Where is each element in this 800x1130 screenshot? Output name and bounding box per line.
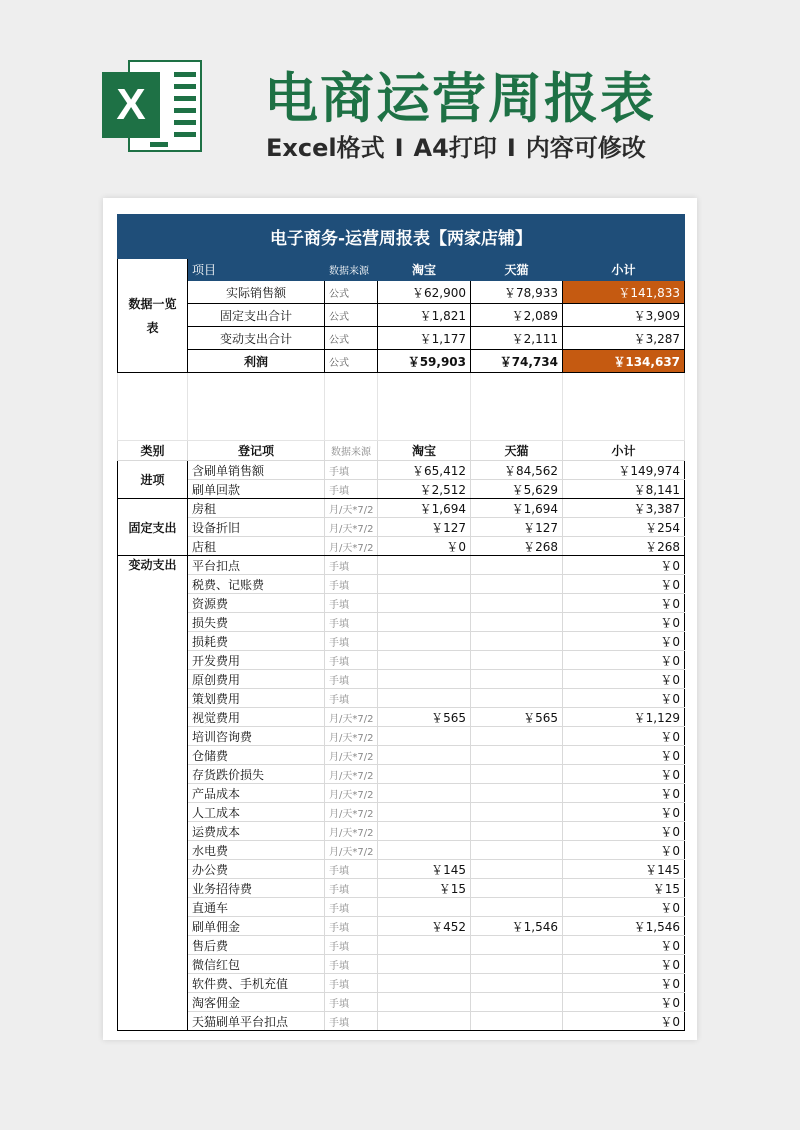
detail-subtotal: ￥0 [563, 841, 685, 860]
detail-subtotal: ￥0 [563, 974, 685, 993]
summary-subtotal: ￥134,637 [563, 350, 685, 373]
detail-subtotal: ￥0 [563, 594, 685, 613]
detail-subtotal: ￥0 [563, 936, 685, 955]
detail-item: 视觉费用 [188, 708, 325, 727]
detail-item: 业务招待费 [188, 879, 325, 898]
detail-source: 月/天*7/2 [325, 708, 378, 727]
detail-tmall [471, 632, 563, 651]
summary-category: 数据一览表 [118, 259, 188, 373]
detail-tmall: ￥1,694 [471, 499, 563, 518]
summary-tmall: ￥74,734 [471, 350, 563, 373]
detail-item: 淘客佣金 [188, 993, 325, 1012]
detail-taobao [378, 670, 471, 689]
detail-item: 水电费 [188, 841, 325, 860]
banner-features [266, 128, 646, 163]
detail-taobao [378, 556, 471, 575]
detail-tmall: ￥127 [471, 518, 563, 537]
detail-row [118, 765, 685, 784]
empty-cell [378, 373, 471, 441]
detail-subtotal: ￥254 [563, 518, 685, 537]
detail-source: 手填 [325, 670, 378, 689]
detail-tmall [471, 993, 563, 1012]
summary-taobao: ￥62,900 [378, 281, 471, 304]
summary-header-row [118, 259, 685, 281]
detail-row [118, 898, 685, 917]
detail-item: 资源费 [188, 594, 325, 613]
summary-taobao: ￥1,821 [378, 304, 471, 327]
detail-subtotal: ￥15 [563, 879, 685, 898]
detail-source: 月/天*7/2 [325, 746, 378, 765]
detail-source: 手填 [325, 651, 378, 670]
detail-taobao: ￥127 [378, 518, 471, 537]
detail-subtotal: ￥145 [563, 860, 685, 879]
detail-row [118, 480, 685, 499]
empty-cell [118, 373, 188, 441]
detail-source: 月/天*7/2 [325, 765, 378, 784]
detail-subtotal: ￥0 [563, 575, 685, 594]
excel-logo [102, 60, 202, 152]
banner-title: 电商运营周报表 [264, 67, 656, 130]
summary-subtotal: ￥3,287 [563, 327, 685, 350]
detail-source: 手填 [325, 689, 378, 708]
detail-item: 培训咨询费 [188, 727, 325, 746]
detail-item: 软件费、手机充值 [188, 974, 325, 993]
detail-subtotal: ￥3,387 [563, 499, 685, 518]
feature-separator: I [506, 134, 516, 162]
detail-group-name: 变动支出 [118, 556, 188, 1031]
detail-subtotal: ￥0 [563, 727, 685, 746]
detail-source: 月/天*7/2 [325, 499, 378, 518]
detail-row [118, 1012, 685, 1031]
detail-tmall: ￥5,629 [471, 480, 563, 499]
summary-tmall: ￥2,111 [471, 327, 563, 350]
detail-row [118, 727, 685, 746]
detail-header-tmall: 天猫 [471, 441, 563, 461]
detail-row [118, 613, 685, 632]
detail-tmall [471, 974, 563, 993]
detail-row [118, 708, 685, 727]
detail-tmall [471, 651, 563, 670]
detail-item: 产品成本 [188, 784, 325, 803]
detail-tmall [471, 689, 563, 708]
detail-source: 手填 [325, 613, 378, 632]
detail-subtotal: ￥0 [563, 784, 685, 803]
detail-source: 手填 [325, 860, 378, 879]
detail-row [118, 556, 685, 575]
summary-row [118, 304, 685, 327]
empty-cell [563, 373, 685, 441]
summary-row [118, 281, 685, 304]
detail-item: 售后费 [188, 936, 325, 955]
detail-tmall [471, 575, 563, 594]
detail-source: 月/天*7/2 [325, 784, 378, 803]
detail-row [118, 670, 685, 689]
detail-row [118, 974, 685, 993]
summary-subtotal: ￥3,909 [563, 304, 685, 327]
detail-taobao: ￥145 [378, 860, 471, 879]
detail-item: 微信红包 [188, 955, 325, 974]
summary-item: 固定支出合计 [188, 304, 325, 327]
detail-taobao [378, 955, 471, 974]
detail-row [118, 746, 685, 765]
detail-item: 房租 [188, 499, 325, 518]
detail-item: 原创费用 [188, 670, 325, 689]
detail-item: 损失费 [188, 613, 325, 632]
detail-taobao [378, 575, 471, 594]
detail-row [118, 841, 685, 860]
detail-source: 手填 [325, 632, 378, 651]
detail-source: 手填 [325, 461, 378, 480]
detail-group-name: 固定支出 [118, 499, 188, 556]
weekly-report-table [117, 214, 685, 1031]
detail-item: 仓储费 [188, 746, 325, 765]
detail-subtotal: ￥0 [563, 765, 685, 784]
detail-tmall [471, 556, 563, 575]
detail-taobao: ￥452 [378, 917, 471, 936]
detail-taobao: ￥2,512 [378, 480, 471, 499]
summary-subtotal: ￥141,833 [563, 281, 685, 304]
detail-header-item: 登记项 [188, 441, 325, 461]
detail-subtotal: ￥8,141 [563, 480, 685, 499]
detail-row [118, 594, 685, 613]
detail-tmall [471, 822, 563, 841]
detail-item: 存货跌价损失 [188, 765, 325, 784]
detail-tmall [471, 936, 563, 955]
detail-taobao [378, 936, 471, 955]
detail-tmall [471, 803, 563, 822]
detail-tmall: ￥268 [471, 537, 563, 556]
detail-row [118, 822, 685, 841]
summary-header-subtotal: 小计 [563, 259, 685, 281]
detail-subtotal: ￥0 [563, 556, 685, 575]
detail-tmall [471, 594, 563, 613]
empty-cell [188, 373, 325, 441]
detail-source: 月/天*7/2 [325, 841, 378, 860]
detail-taobao: ￥0 [378, 537, 471, 556]
summary-source: 公式 [325, 304, 378, 327]
detail-subtotal: ￥0 [563, 803, 685, 822]
detail-tmall: ￥84,562 [471, 461, 563, 480]
detail-row [118, 879, 685, 898]
detail-tmall [471, 746, 563, 765]
detail-row [118, 499, 685, 518]
detail-source: 月/天*7/2 [325, 822, 378, 841]
detail-tmall [471, 879, 563, 898]
detail-taobao [378, 651, 471, 670]
detail-item: 策划费用 [188, 689, 325, 708]
detail-row [118, 936, 685, 955]
detail-source: 月/天*7/2 [325, 537, 378, 556]
detail-group-name: 进项 [118, 461, 188, 499]
detail-item: 税费、记账费 [188, 575, 325, 594]
detail-subtotal: ￥0 [563, 651, 685, 670]
summary-source: 公式 [325, 350, 378, 373]
detail-item: 含刷单销售额 [188, 461, 325, 480]
detail-item: 损耗费 [188, 632, 325, 651]
detail-row [118, 689, 685, 708]
detail-source: 月/天*7/2 [325, 727, 378, 746]
detail-taobao [378, 784, 471, 803]
summary-header-source: 数据来源 [325, 259, 378, 281]
detail-source: 月/天*7/2 [325, 803, 378, 822]
detail-source: 手填 [325, 898, 378, 917]
detail-subtotal: ￥0 [563, 746, 685, 765]
detail-taobao [378, 689, 471, 708]
detail-source: 手填 [325, 480, 378, 499]
summary-header-item: 项目 [188, 259, 325, 281]
detail-taobao: ￥15 [378, 879, 471, 898]
detail-source: 手填 [325, 556, 378, 575]
detail-source: 手填 [325, 936, 378, 955]
detail-source: 手填 [325, 879, 378, 898]
sheet-title-row [118, 215, 685, 259]
detail-header-category: 类别 [118, 441, 188, 461]
detail-subtotal: ￥0 [563, 613, 685, 632]
detail-tmall [471, 841, 563, 860]
detail-row [118, 917, 685, 936]
summary-taobao: ￥59,903 [378, 350, 471, 373]
detail-subtotal: ￥0 [563, 955, 685, 974]
detail-header-taobao: 淘宝 [378, 441, 471, 461]
summary-tmall: ￥2,089 [471, 304, 563, 327]
detail-taobao: ￥65,412 [378, 461, 471, 480]
detail-row [118, 518, 685, 537]
detail-tmall [471, 1012, 563, 1031]
detail-taobao [378, 841, 471, 860]
detail-source: 手填 [325, 594, 378, 613]
detail-subtotal: ￥0 [563, 822, 685, 841]
summary-item: 实际销售额 [188, 281, 325, 304]
detail-taobao: ￥1,694 [378, 499, 471, 518]
summary-taobao: ￥1,177 [378, 327, 471, 350]
detail-tmall [471, 613, 563, 632]
detail-item: 直通车 [188, 898, 325, 917]
detail-item: 平台扣点 [188, 556, 325, 575]
spacer-row [118, 373, 685, 441]
detail-row [118, 993, 685, 1012]
detail-taobao [378, 594, 471, 613]
detail-item: 店租 [188, 537, 325, 556]
detail-item: 办公费 [188, 860, 325, 879]
detail-taobao [378, 822, 471, 841]
detail-tmall: ￥565 [471, 708, 563, 727]
detail-tmall: ￥1,546 [471, 917, 563, 936]
summary-header-taobao: 淘宝 [378, 259, 471, 281]
detail-subtotal: ￥0 [563, 898, 685, 917]
detail-tmall [471, 955, 563, 974]
detail-subtotal: ￥1,546 [563, 917, 685, 936]
detail-source: 手填 [325, 917, 378, 936]
detail-item: 人工成本 [188, 803, 325, 822]
detail-row [118, 651, 685, 670]
detail-taobao [378, 974, 471, 993]
summary-source: 公式 [325, 327, 378, 350]
detail-header-source: 数据来源 [325, 441, 378, 461]
detail-taobao [378, 803, 471, 822]
detail-tmall [471, 670, 563, 689]
feature-format: Excel格式 [266, 134, 385, 162]
detail-subtotal: ￥0 [563, 689, 685, 708]
detail-row [118, 803, 685, 822]
feature-print: A4打印 [413, 134, 497, 162]
feature-editable: 内容可修改 [525, 134, 646, 162]
detail-header-subtotal: 小计 [563, 441, 685, 461]
detail-header-row [118, 441, 685, 461]
detail-row [118, 537, 685, 556]
detail-source: 手填 [325, 1012, 378, 1031]
empty-cell [471, 373, 563, 441]
summary-header-tmall: 天猫 [471, 259, 563, 281]
detail-taobao [378, 727, 471, 746]
detail-item: 设备折旧 [188, 518, 325, 537]
detail-subtotal: ￥0 [563, 1012, 685, 1031]
detail-taobao [378, 1012, 471, 1031]
detail-taobao [378, 898, 471, 917]
detail-subtotal: ￥268 [563, 537, 685, 556]
detail-item: 天猫刷单平台扣点 [188, 1012, 325, 1031]
detail-subtotal: ￥149,974 [563, 461, 685, 480]
detail-taobao [378, 632, 471, 651]
detail-taobao: ￥565 [378, 708, 471, 727]
detail-taobao [378, 746, 471, 765]
detail-taobao [378, 993, 471, 1012]
detail-tmall [471, 860, 563, 879]
excel-x-icon: X [102, 72, 160, 138]
detail-row [118, 632, 685, 651]
detail-tmall [471, 784, 563, 803]
detail-item: 刷单佣金 [188, 917, 325, 936]
summary-row [118, 327, 685, 350]
detail-item: 运费成本 [188, 822, 325, 841]
detail-row [118, 860, 685, 879]
detail-item: 开发费用 [188, 651, 325, 670]
detail-source: 手填 [325, 974, 378, 993]
detail-source: 手填 [325, 955, 378, 974]
summary-item: 利润 [188, 350, 325, 373]
detail-source: 月/天*7/2 [325, 518, 378, 537]
detail-source: 手填 [325, 575, 378, 594]
detail-subtotal: ￥1,129 [563, 708, 685, 727]
detail-taobao [378, 613, 471, 632]
detail-tmall [471, 727, 563, 746]
detail-row [118, 461, 685, 480]
detail-row [118, 784, 685, 803]
empty-cell [325, 373, 378, 441]
summary-item: 变动支出合计 [188, 327, 325, 350]
feature-separator: I [394, 134, 404, 162]
detail-subtotal: ￥0 [563, 670, 685, 689]
summary-tmall: ￥78,933 [471, 281, 563, 304]
detail-subtotal: ￥0 [563, 632, 685, 651]
detail-row [118, 955, 685, 974]
detail-subtotal: ￥0 [563, 993, 685, 1012]
detail-tmall [471, 898, 563, 917]
summary-source: 公式 [325, 281, 378, 304]
detail-row [118, 575, 685, 594]
detail-taobao [378, 765, 471, 784]
summary-row [118, 350, 685, 373]
detail-tmall [471, 765, 563, 784]
detail-item: 刷单回款 [188, 480, 325, 499]
sheet-title: 电子商务-运营周报表【两家店铺】 [118, 215, 685, 259]
detail-source: 手填 [325, 993, 378, 1012]
